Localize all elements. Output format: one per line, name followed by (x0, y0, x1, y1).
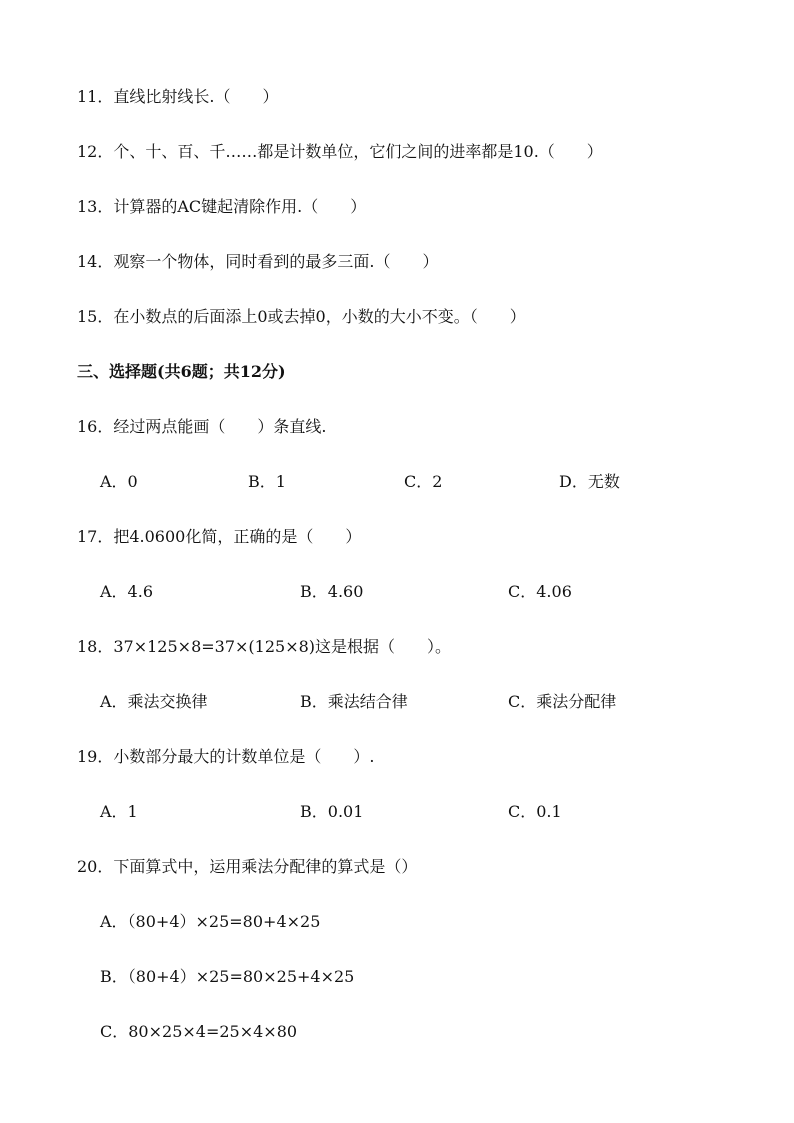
question-19: 19．小数部分最大的计数单位是（ ）. (77, 747, 375, 766)
option-20-c: C．80×25×4=25×4×80 (100, 1022, 298, 1041)
question-17: 17．把4.0600化简，正确的是（ ） (77, 527, 362, 546)
option-17-c: C．4.06 (508, 582, 572, 601)
question-16: 16．经过两点能画（ ）条直线. (77, 417, 327, 436)
option-19-a: A．1 (100, 802, 138, 821)
option-16-c: C．2 (404, 472, 443, 491)
question-15: 15．在小数点的后面添上0或去掉0，小数的大小不变。（ ） (77, 307, 526, 326)
option-18-a: A．乘法交换律 (100, 692, 208, 711)
question-12: 12．个、十、百、千……都是计数单位，它们之间的进率都是10.（ ） (77, 142, 603, 161)
section-title: 三、选择题(共6题；共12分) (77, 362, 286, 381)
option-16-d: D．无数 (559, 472, 620, 491)
option-20-b: B．（80+4）×25=80×25+4×25 (100, 967, 355, 986)
option-18-c: C．乘法分配律 (508, 692, 617, 711)
option-17-b: B．4.60 (300, 582, 364, 601)
question-11: 11．直线比射线长.（ ） (77, 87, 279, 106)
question-13: 13．计算器的AC键起清除作用.（ ） (77, 197, 367, 216)
option-20-a: A．（80+4）×25=80+4×25 (100, 912, 321, 931)
option-19-c: C．0.1 (508, 802, 562, 821)
option-16-a: A．0 (100, 472, 138, 491)
option-18-b: B．乘法结合律 (300, 692, 408, 711)
question-14: 14．观察一个物体，同时看到的最多三面.（ ） (77, 252, 439, 271)
question-18: 18．37×125×8=37×(125×8)这是根据（ ）。 (77, 637, 452, 656)
option-16-b: B．1 (248, 472, 286, 491)
option-19-b: B．0.01 (300, 802, 364, 821)
question-20: 20．下面算式中，运用乘法分配律的算式是（） (77, 857, 418, 876)
option-17-a: A．4.6 (100, 582, 154, 601)
